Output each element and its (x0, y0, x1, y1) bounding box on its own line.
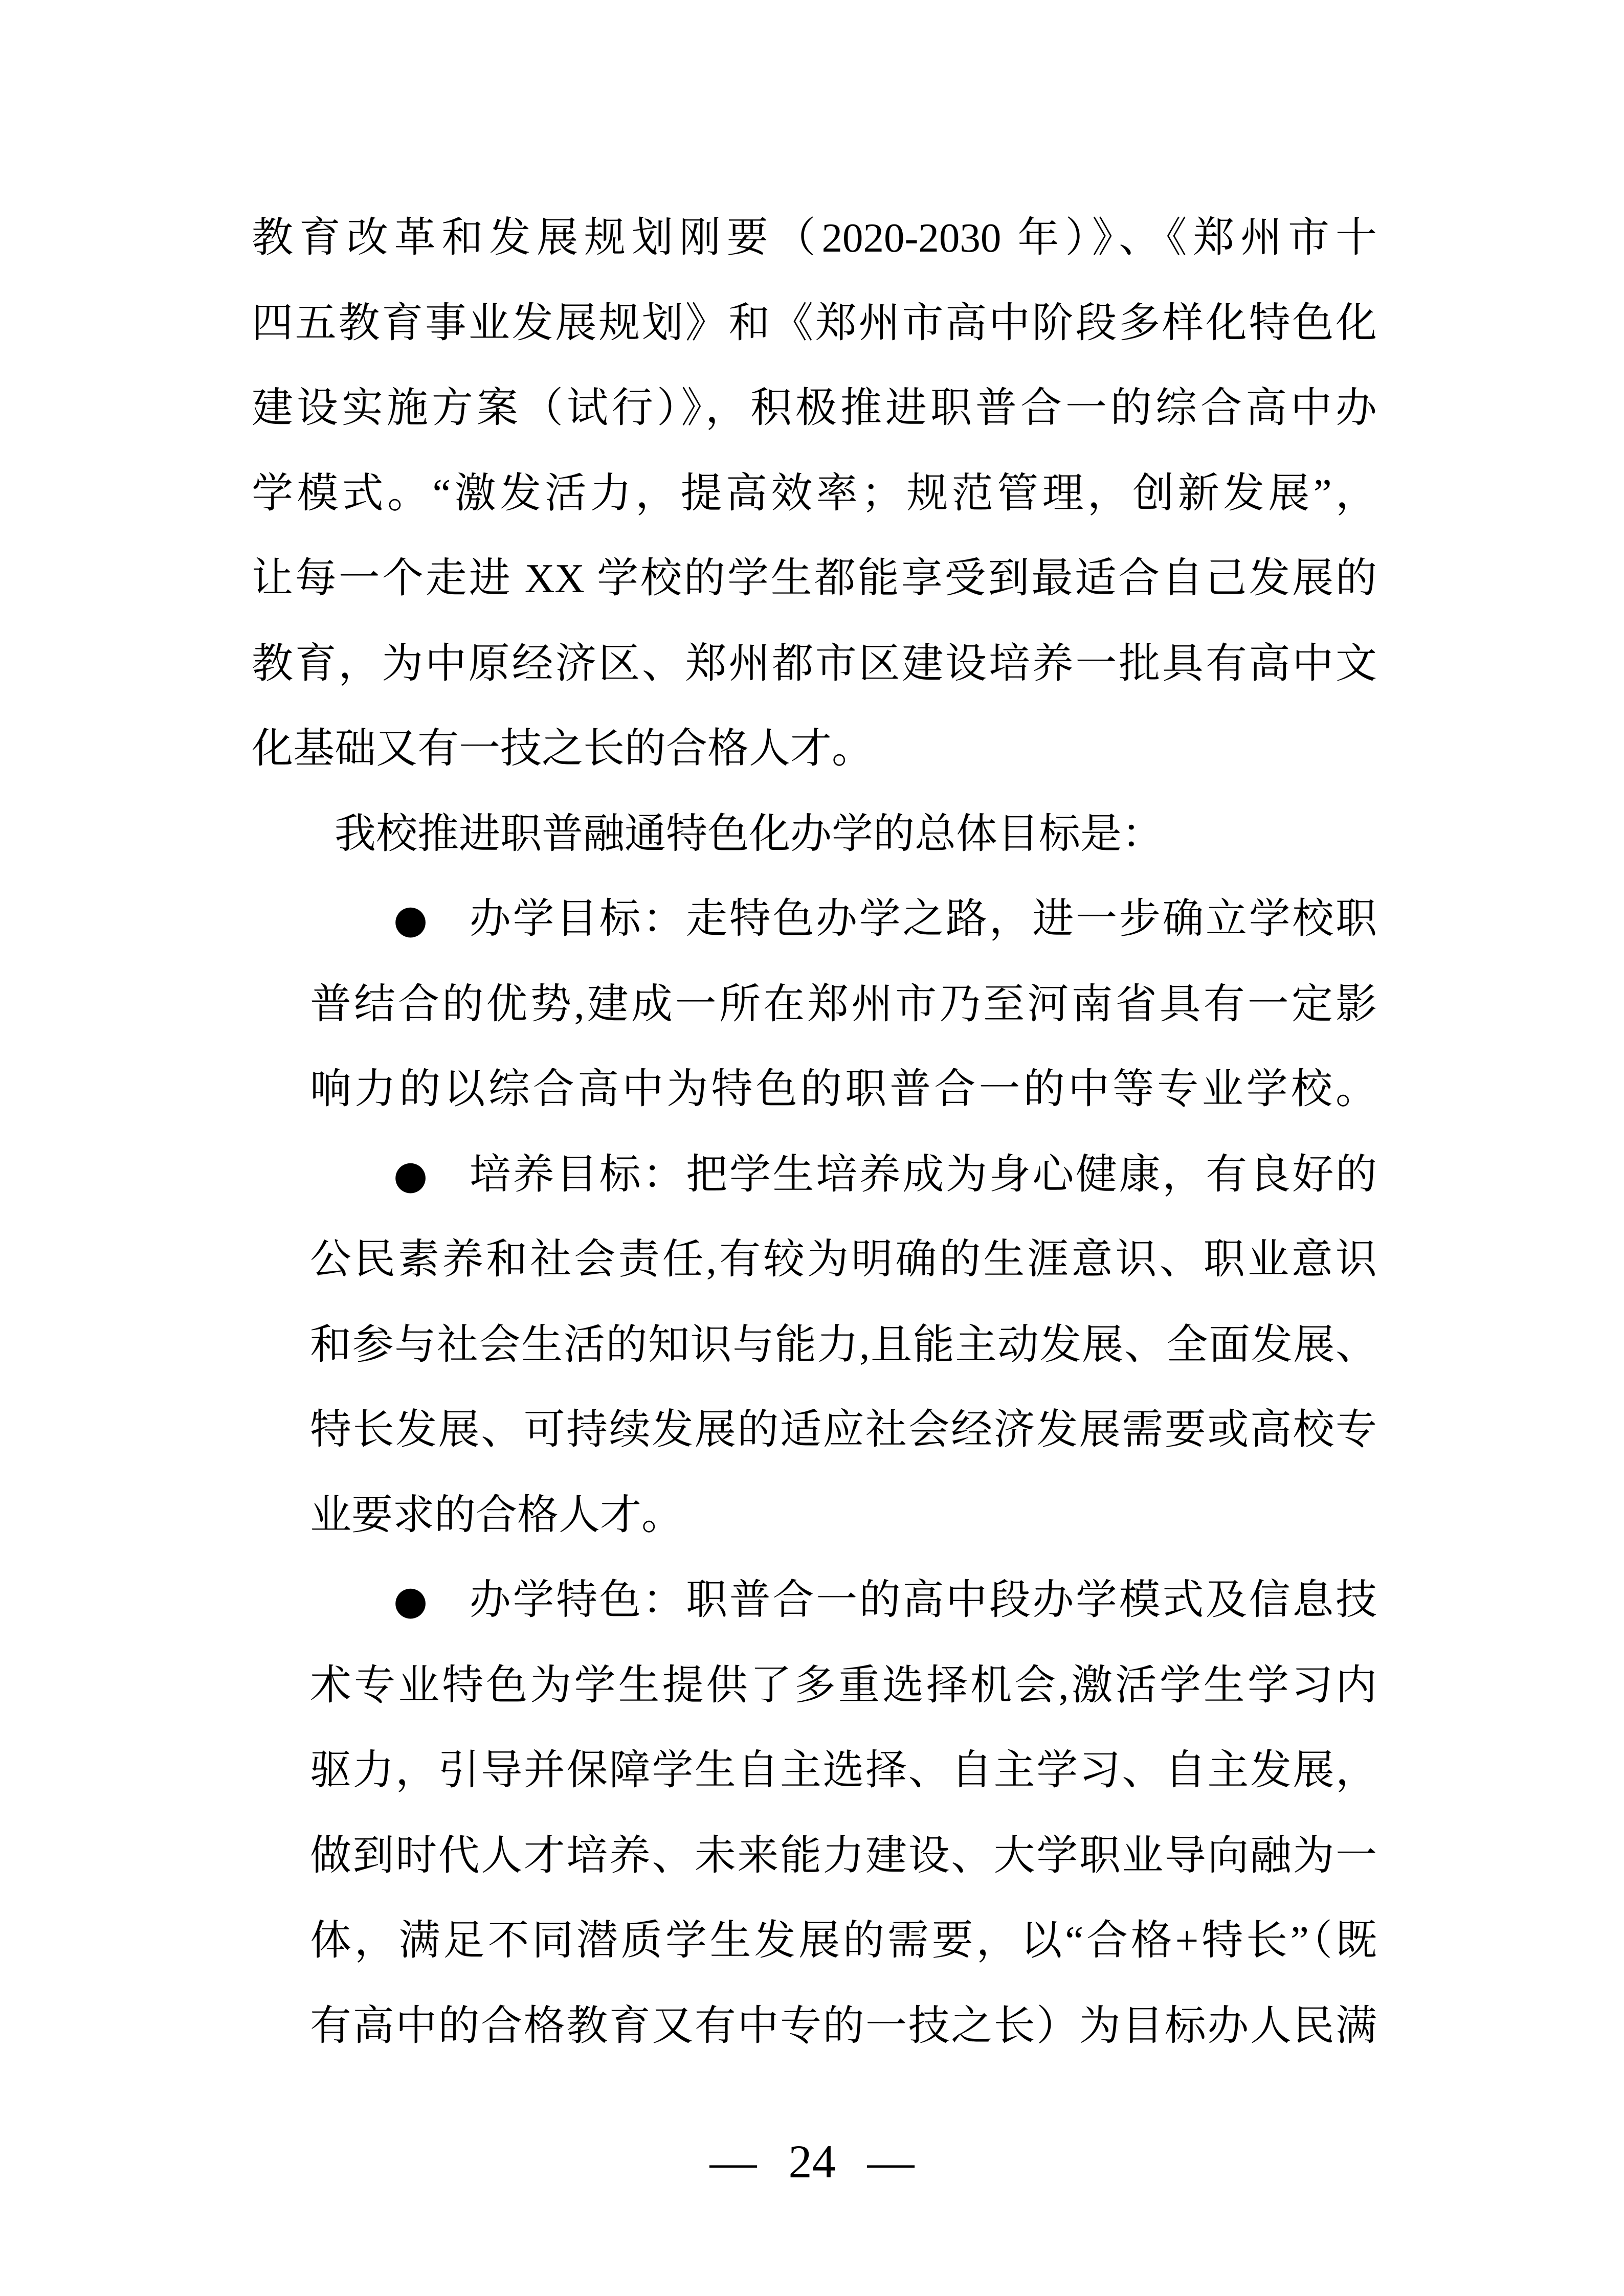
footer-dash-left: — (709, 2135, 757, 2188)
list-item-line: 做到时代人才培养、未来能力建设、大学职业导向融为一 (310, 1832, 1377, 1879)
document-body (252, 195, 1377, 2068)
paragraph-line: 化基础又有一技之长的合格人才。 (252, 726, 874, 772)
bullet-icon: ● (393, 1578, 430, 1624)
bullet-icon: ● (393, 1152, 430, 1198)
list-item-text: 办学特色：职普合一的高中段办学模式及信息技 (469, 1577, 1377, 1623)
list-item-line: 和参与社会生活的知识与能力,且能主动发展、全面发展、 (310, 1321, 1377, 1368)
paragraph-line: 四五教育事业发展规划》和《郑州市高中阶段多样化特色化 (252, 300, 1377, 346)
page-number: 24 (788, 2135, 836, 2188)
list-item-line (252, 1558, 1377, 1643)
paragraph-line: 建设实施方案（试行）》，积极推进职普合一的综合高中办 (252, 385, 1377, 431)
list-item-line: 响力的以综合高中为特色的职普合一的中等专业学校。 (310, 1066, 1377, 1112)
paragraph-line: 让每一个走进 XX 学校的学生都能享受到最适合自己发展的 (252, 555, 1377, 601)
paragraph-line: 学模式。“激发活力，提高效率；规范管理，创新发展”， (252, 470, 1377, 516)
list-item-line (252, 876, 1377, 962)
paragraph-line: 教育，为中原经济区、郑州都市区建设培养一批具有高中文 (252, 640, 1377, 687)
list-item-line: 公民素养和社会责任,有较为明确的生涯意识、职业意识 (310, 1236, 1377, 1282)
footer-dash-right: — (867, 2135, 915, 2188)
list-item-line: 有高中的合格教育又有中专的一技之长）为目标办人民满 (310, 2002, 1377, 2049)
list-item-line: 业要求的合格人才。 (310, 1492, 683, 1538)
list-item-line: 驱力，引导并保障学生自主选择、自主学习、自主发展， (310, 1747, 1377, 1793)
list-item-line: 普结合的优势,建成一所在郑州市乃至河南省具有一定影 (310, 981, 1377, 1027)
page-footer (0, 2133, 1624, 2190)
paragraph-line: 教育改革和发展规划刚要（2020-2030 年）》、《郑州市十 (252, 215, 1377, 261)
paragraph-line: 我校推进职普融通特色化办学的总体目标是： (335, 811, 1164, 857)
list-item-text: 办学目标：走特色办学之路，进一步确立学校职 (469, 896, 1377, 942)
list-item-line: 特长发展、可持续发展的适应社会经济发展需要或高校专 (310, 1407, 1377, 1453)
list-item-line: 体，满足不同潜质学生发展的需要，以“合格+特长”（既 (310, 1918, 1377, 1964)
list-item-text: 培养目标：把学生培养成为身心健康，有良好的 (469, 1151, 1377, 1198)
bullet-icon: ● (393, 897, 430, 942)
list-item-line (252, 1132, 1377, 1218)
list-item-line: 术专业特色为学生提供了多重选择机会,激活学生学习内 (310, 1662, 1377, 1708)
